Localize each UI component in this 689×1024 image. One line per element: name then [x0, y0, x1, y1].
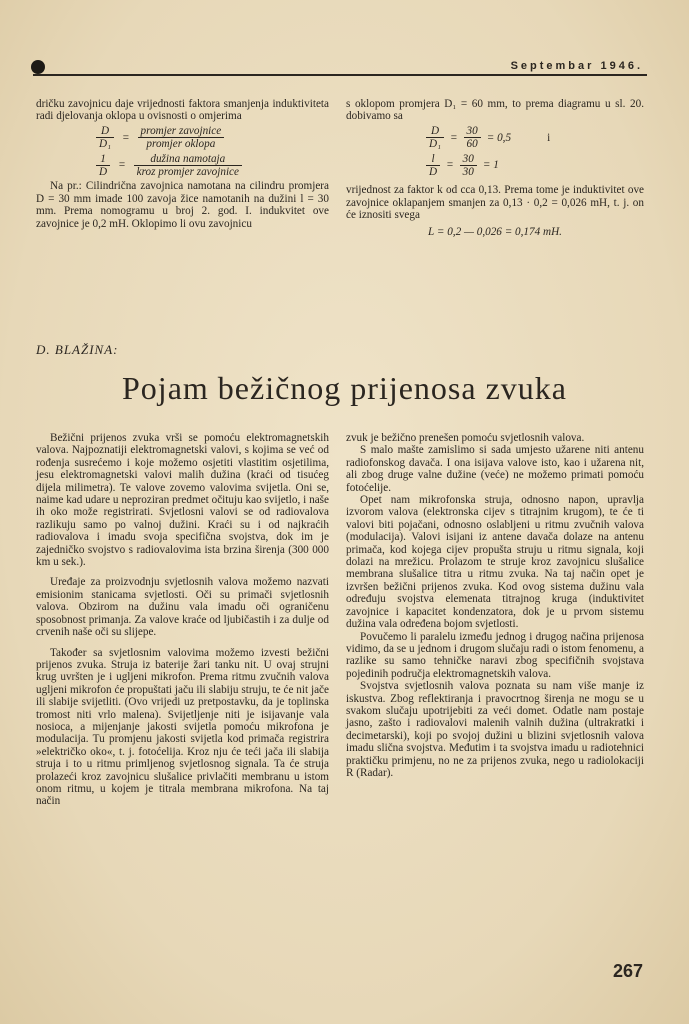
- paragraph: Također sa svjetlosnim valovima možemo izvesti bežični prijenos zvuka. Struja iz baterije žari tanku nit. U ovaj strujni krug uvršten je i ugljeni mikrofon. Prema ritmu zvučnih valova ugljeni mikrofon će propuštati jaču ili slabiju struju, te će nit jače ili slabije svijetliti. (Ovo vrijedi uz pretpostavku, da je toplinska tromost niti vrlo malena). Svijetljenje niti je isijavanje vala nosioca, a mijenjanje jakosti svijetla pomoću mikrofona je modulacija. Tu promjenu jakosti svijetla kod primača registrira »električko oko«, t. j. fotoćelija. Kroz nju će teći jača ili slabija struja i to u ritmu primljenog svjetlosnog signala. Ta će struja prolazeći kroz zavojnicu slušalice privlačiti membranu u istom onom ritmu, u kojem je titrala membrana mikrofona. Na taj način: [36, 646, 329, 808]
- paragraph: zvuk je bežično prenešen pomoću svjetlosnih valova.: [346, 432, 585, 444]
- article-left-column: [36, 432, 329, 808]
- result-formula: L = 0,2 — 0,026 = 0,174 mH.: [428, 225, 562, 238]
- paragraph: vrijednost za faktor k od cca 0,13. Prema tome je induktivitet ove zavojnice oklapanjem smanjen za 0,13 · 0,2 = 0,026 mH, t. j. on će iznositi svega: [346, 184, 644, 222]
- formula-example-2: $\frac{l}{D}$ = $\frac{30}{30}$ = 1: [426, 153, 644, 179]
- paragraph: s oklopom promjera D₁ = 60 mm, to prema diagramu u sl. 20. dobivamo sa: [346, 98, 644, 123]
- article-author: D. BLAŽINA:: [36, 342, 119, 357]
- formula-ratio-1: $\frac{D}{\text{D₁}}$ = $\frac{\text{promjer zavojnice}}{\text{promjer oklopa}}$: [96, 125, 329, 151]
- fraction: $\frac{\text{dužina namotaja}}{\text{kroz promjer zavojnice}}$: [134, 153, 242, 179]
- fraction: $\frac{1}{D}$: [96, 153, 110, 179]
- paragraph: Opet nam mikrofonska struja, odnosno napon, upravlja izvorom valova (elektronska cijev s titrajnim krugom), te će ti valovi biti pojačani, odnosno oslabljeni u ritmu zvučnih valova (modulacija). Valovi isijani iz antene davača dolaze na antenu primača, kod kojega cijev propušta struju u ritmu signala, koji dolazi na mrežicu. Prolazom te struje kroz zavojnicu slušalice membrana slušalice titra u ritmu zvuka. Na taj način opet je izvršen bežični prijenos zvuka. Kod ovog sistema dužinu vala određuju svojstva elemenata titrajnog kruga (induktivitet zavojnice i kapacitet kondenzatora, dok je u prvom sistemu dužina vala određena bojom svjetlosti.: [346, 494, 644, 631]
- formula-example-1: $\frac{D}{\text{D₁}}$ = $\frac{30}{60}$ = 0,5 i: [426, 125, 644, 151]
- formula-ratio-2: $\frac{1}{D}$ = $\frac{\text{dužina namotaja}}{\text{kroz promjer zavojnice}}$: [96, 153, 329, 179]
- paragraph: Uređaje za proizvodnju svjetlosnih valova možemo nazvati emisionim stanicama svjetlosti. Oči su primači svjetlosnih valova. Obzirom na dužinu vala imadu oči ograničenu sposobnost primanja. Za valove kraće od ljubičastih i za dulje od crvenih naše oči su slijepe.: [36, 576, 329, 639]
- paragraph: Svojstva svjetlosnih valova poznata su nam više manje iz iskustva. Zbog reflektiranja i pravocrtnog širenja ne mogu se u svakom slučaju upotrijebiti za veći domet. Odatle nam postaje jasno, zašto i radiovalovi malenih valnih dužina (ultrakratki i decimetarski), koji po svojoj dužini u blizini svjetlosnih valova imadu slična svojstva. Međutim i ta svojstva imadu u radiotehnici praktičku primjenu, no ne za prijenos zvuka, nego u radiolokaciji R (Radar).: [346, 680, 644, 779]
- paragraph: dričku zavojnicu daje vrijednosti faktora smanjenja induktiviteta radi djelovanja oklopa u ovisnosti o omjerima: [36, 98, 329, 123]
- page-number: 267: [612, 961, 643, 981]
- paragraph: S malo mašte zamislimo si sada umjesto užarene niti antenu radiofonskog davača. I ona isijava valove isto, kao i užarena nit, ali zbog druge valne dužine (veće) ne možemo primati pomoću fotoćelije.: [346, 444, 644, 494]
- top-right-column: [346, 98, 644, 238]
- article-title: Pojam bežičnog prijenosa zvuka: [122, 370, 567, 406]
- fraction: $\frac{D}{\text{D₁}}$: [96, 125, 114, 151]
- top-left-column: [36, 98, 329, 230]
- paragraph: Na pr.: Cilindrična zavojnica namotana na cilindru promjera D = 30 mm imade 100 zavoja žice namotanih na dužini l = 30 mm. Prema nomogramu u broj 2. god. I. indukvitet ove zavojnice je 0,2 mH. Oklopimo li ovu zavojnicu: [36, 180, 329, 230]
- article-right-column: [346, 432, 644, 779]
- header-date: Septembar 1946.: [510, 60, 643, 72]
- paragraph: Povučemo li paralelu između jednog i drugog načina prijenosa vidimo, da se u jednom i drugom slučaju radi o istom fenomenu, a razlike su samo tehničke naravi zbog specifičnih svojstava pojedinih područja elektromagnetskih valova.: [346, 630, 644, 680]
- bullet-mark: [31, 60, 45, 74]
- paragraph: Bežični prijenos zvuka vrši se pomoću elektromagnetskih valova. Najpoznatiji elektromagnetski valovi, s kojima se već od rođenja susrećemo i koje možemo osjetiti vlastitim osjetilima, jesu elektromagnetski valovi malih dužina (kraći od tisućeg dijela milimetra). Te valove zovemo valovima svijetla. Oni se, naime kad udare u neproziran predmet očituju kao svijetlo, i naše ih oko može registrirati. Svjetlosni valovi se od radiovalova razlikuju samo po valnoj dužini. Kraći su i od najkraćih radiovalova i imadu svoja specifična svojstva, dok im je zajedničko svojstvo s radiovalovima ista brzina širenja (300 000 km u sek.).: [36, 432, 329, 569]
- fraction: $\frac{\text{promjer zavojnice}}{\text{promjer oklopa}}$: [138, 125, 225, 151]
- header-rule: [33, 74, 647, 76]
